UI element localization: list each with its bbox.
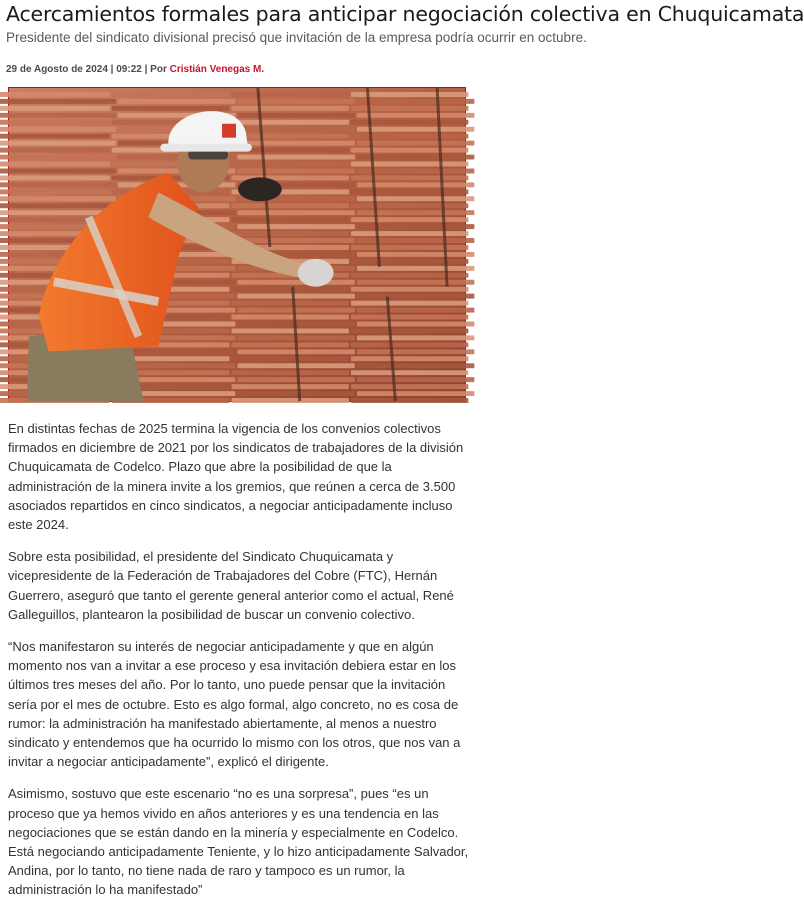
cathode-plate: [351, 356, 468, 361]
cathode-plate: [0, 203, 110, 208]
cathode-plate: [357, 280, 474, 285]
cathode-plate: [0, 182, 116, 187]
cathode-plate: [231, 203, 348, 208]
cathode-plate: [357, 391, 474, 396]
article-paragraph: Asimismo, sostuvo que este escenario “no es una sorpresa”, pues “es un proceso que ya hemos vivido en años anteriores y es una tendencia en las negociaciones que se están dando en la minería y especialmente en Codelco. Está negociando anticipadamente Teniente, y lo hizo anticipadamente Salvador, Andina, por lo tanto, no tiene nada de raro y tampoco es un rumor, la administración lo ha manifestado”: [8, 786, 469, 898]
cathode-plate: [357, 349, 474, 354]
cathode-plate: [0, 141, 116, 146]
cathode-plate: [237, 99, 354, 104]
cathode-plate: [231, 328, 348, 333]
cathode-plate: [0, 113, 116, 118]
article-byline: [6, 64, 264, 75]
author-link[interactable]: Cristián Venegas M.: [169, 64, 265, 75]
cathode-plate: [237, 113, 354, 118]
cathode-plate: [0, 162, 110, 167]
cathode-plate: [118, 349, 235, 354]
copper-cathodes-photo: [9, 88, 465, 401]
cathode-plate: [237, 294, 354, 299]
cathode-plate: [237, 155, 354, 160]
cathode-plate: [351, 231, 468, 236]
cathode-plate: [231, 370, 348, 375]
cathode-plate: [237, 391, 354, 396]
cathode-plate: [112, 106, 229, 111]
cathode-plate: [0, 92, 110, 97]
cathode-plate: [357, 363, 474, 368]
cathode-plate: [231, 356, 348, 361]
cathode-plate: [231, 106, 348, 111]
cathode-plate: [237, 308, 354, 313]
cathode-plate: [0, 127, 116, 132]
article-body: [8, 419, 473, 900]
cathode-plate: [351, 189, 468, 194]
cathode-plate: [237, 377, 354, 382]
cathode-plate: [351, 148, 468, 153]
cathode-plate: [0, 134, 110, 139]
cathode-plate: [231, 134, 348, 139]
cathode-plate: [237, 210, 354, 215]
article-paragraph: Sobre esta posibilidad, el presidente del Sindicato Chuquicamata y vicepresidente de la Federación de Trabajadores del Cobre (FTC), Hernán Guerrero, aseguró que tanto el gerente general anterior como el actual, René Galleguillos, plantearon la posibilidad de buscar un convenio colectivo.: [8, 549, 454, 622]
cathode-plate: [231, 398, 348, 403]
cathode-plate: [351, 217, 468, 222]
cathode-plate: [0, 155, 116, 160]
cathode-plate: [0, 120, 110, 125]
cathode-plate: [231, 301, 348, 306]
cathode-plate: [0, 196, 116, 201]
article-date: 29 de Agosto de 2024 | 09:22 | Por: [6, 64, 170, 75]
cathode-plate: [237, 168, 354, 173]
cathode-plate: [357, 113, 474, 118]
cathode-plate: [118, 99, 235, 104]
article-subtitle: Presidente del sindicato divisional precisó que invitación de la empresa podría ocurrir en octubre.: [6, 30, 587, 45]
cathode-plate: [351, 287, 468, 292]
cathode-plate: [351, 273, 468, 278]
cathode-plate: [0, 175, 110, 180]
cathode-plate: [357, 322, 474, 327]
cathode-plate: [237, 280, 354, 285]
cathode-plate: [231, 315, 348, 320]
cathode-plate: [351, 301, 468, 306]
cathode-plate: [351, 328, 468, 333]
cathode-plate: [231, 231, 348, 236]
cathode-plate: [357, 252, 474, 257]
cathode-plate: [351, 342, 468, 347]
cathode-plate: [357, 308, 474, 313]
cathode-plate: [0, 189, 110, 194]
cathode-plate: [0, 99, 116, 104]
cathode-plate: [231, 120, 348, 125]
cathode-plate: [237, 238, 354, 243]
cathode-plate: [351, 384, 468, 389]
cathode-plate: [357, 294, 474, 299]
article-headline: Acercamientos formales para anticipar negociación colectiva en Chuquicamata: [6, 2, 804, 26]
cathode-plate: [357, 238, 474, 243]
cathode-plate: [357, 224, 474, 229]
article-photo: [8, 87, 466, 402]
cathode-plate: [351, 134, 468, 139]
cathode-plate: [231, 162, 348, 167]
cathode-plate: [237, 224, 354, 229]
cathode-plate: [357, 335, 474, 340]
cathode-plate: [351, 259, 468, 264]
cathode-plate: [237, 141, 354, 146]
cathode-plate: [231, 342, 348, 347]
cathode-plate: [357, 377, 474, 382]
cathode-plate: [357, 141, 474, 146]
cathode-plate: [351, 175, 468, 180]
cathode-plate: [351, 315, 468, 320]
cathode-plate: [0, 168, 116, 173]
cathode-plate: [357, 127, 474, 132]
article-paragraph: En distintas fechas de 2025 termina la vigencia de los convenios colectivos firmados en diciembre de 2021 por los sindicatos de trabajadores de la división Chuquicamata de Codelco. Plazo que abre la posibilidad de que la administración de la minera invite a los gremios, que reúnen a cerca de 3.500 asociados repartidos en cinco sindicatos, a negociar anticipadamente incluso este 2024.: [8, 421, 464, 533]
cathode-plate: [231, 287, 348, 292]
cathode-plate: [357, 155, 474, 160]
cathode-plate: [231, 384, 348, 389]
cathode-plate: [0, 148, 110, 153]
cathode-plate: [357, 266, 474, 271]
cathode-plate: [357, 99, 474, 104]
cathode-plate: [351, 245, 468, 250]
cathode-plate: [351, 203, 468, 208]
cathode-plate: [0, 106, 110, 111]
cathode-plate: [237, 127, 354, 132]
cathode-plate: [231, 217, 348, 222]
cathode-plate: [351, 370, 468, 375]
cathode-plate: [351, 162, 468, 167]
cathode-plate: [231, 92, 348, 97]
cathode-plate: [351, 398, 468, 403]
article-paragraph: “Nos manifestaron su interés de negociar anticipadamente y que en algún momento nos van a invitar a ese proceso y esa invitación debiera estar en los últimos tres meses del año. Por lo tanto, uno puede pensar que la invitación sería por el mes de octubre. Esto es algo formal, algo concreto, no es cosa de rumor: la administración ha manifestado abiertamente, al menos a nuestro sindicato y entendemos que ha ocurrido lo mismo con los otros, que nos van a invitar a negociar anticipadamente”, explicó el dirigente.: [8, 639, 461, 770]
cathode-plate: [112, 92, 229, 97]
